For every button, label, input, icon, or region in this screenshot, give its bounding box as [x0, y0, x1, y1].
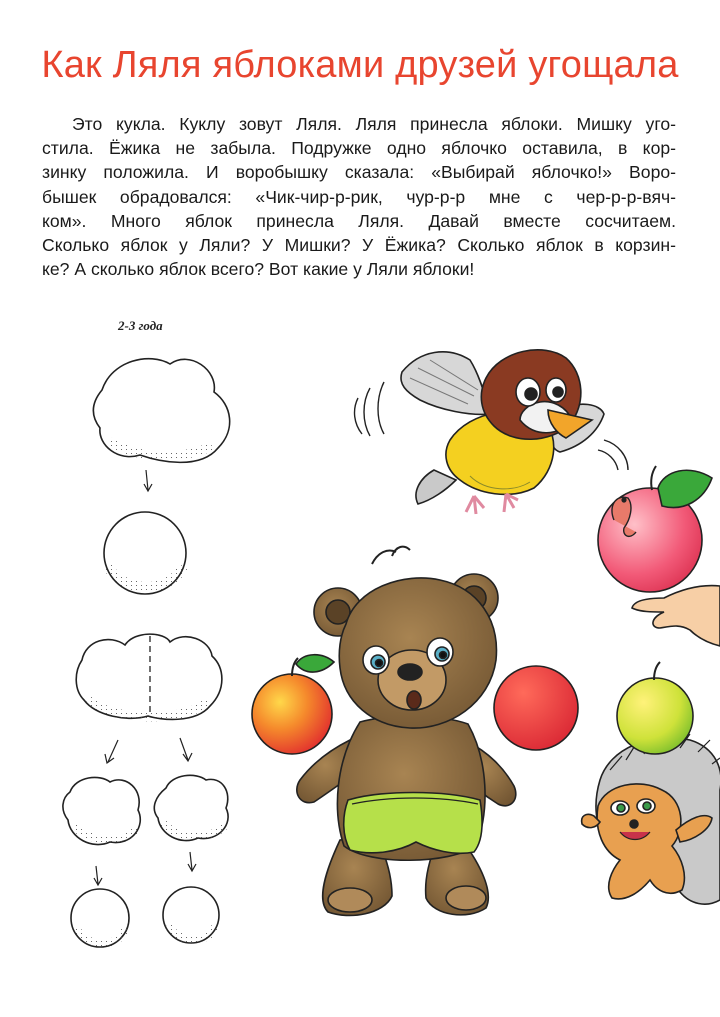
clay-piece-left — [63, 777, 140, 844]
story-line: бышек обрадовался: «Чик-чир-р-рик, чур-р-р мне с чер-р-р-вяч- — [42, 186, 676, 207]
bear-illustration — [297, 547, 516, 916]
clay-ball — [104, 512, 186, 594]
hand-with-apple — [598, 466, 720, 646]
clay-lump — [93, 359, 229, 463]
sparrow-illustration — [355, 350, 628, 514]
story-line: Сколько яблок у Ляли? У Мишки? У Ёжика? Сколько яблок в корзин- — [42, 235, 676, 256]
leaf-icon — [658, 470, 712, 507]
age-label: 2-3 года — [118, 318, 163, 333]
leaf-icon — [296, 655, 334, 672]
clay-piece-right — [154, 775, 228, 840]
story-line: ком». Много яблок принесла Ляля. Давай вместе сосчитаем. — [42, 210, 676, 231]
hedgehog-nose — [630, 820, 638, 828]
clay-steps-diagram — [63, 359, 230, 947]
motion-lines-icon — [355, 382, 384, 436]
story-line: Это кукла. Куклу зовут Ляля. Ляля принесла яблоки. Мишку уго- — [72, 114, 676, 134]
arrow-down-icon — [94, 866, 102, 885]
story-line: стила. Ёжика не забыла. Подружке одно яблочко оставила, в кор- — [42, 138, 676, 159]
arrow-down-icon — [144, 470, 152, 491]
apple-bear-right — [494, 666, 578, 750]
arrow-down-icon — [188, 852, 196, 871]
arrow-down-right-icon — [180, 738, 192, 761]
story-line: зинку положила. И воробышку сказала: «Выбирай яблочко!» Воро- — [42, 162, 676, 183]
apple-bear-left — [252, 655, 334, 754]
story-line: ке? А сколько яблок всего? Вот какие у Ляли яблоки! — [42, 259, 475, 280]
arrow-down-left-icon — [105, 740, 118, 763]
page-title: Как Ляля яблоками друзей угощала — [41, 44, 679, 86]
bear-nose — [398, 664, 422, 680]
clay-lump-split — [76, 634, 222, 719]
apple-hedgehog — [617, 662, 693, 754]
clay-ball-right — [163, 887, 219, 943]
hand — [632, 586, 720, 646]
hedgehog-illustration — [582, 734, 720, 904]
clay-ball-left — [71, 889, 129, 947]
motion-lines-icon — [598, 440, 628, 470]
